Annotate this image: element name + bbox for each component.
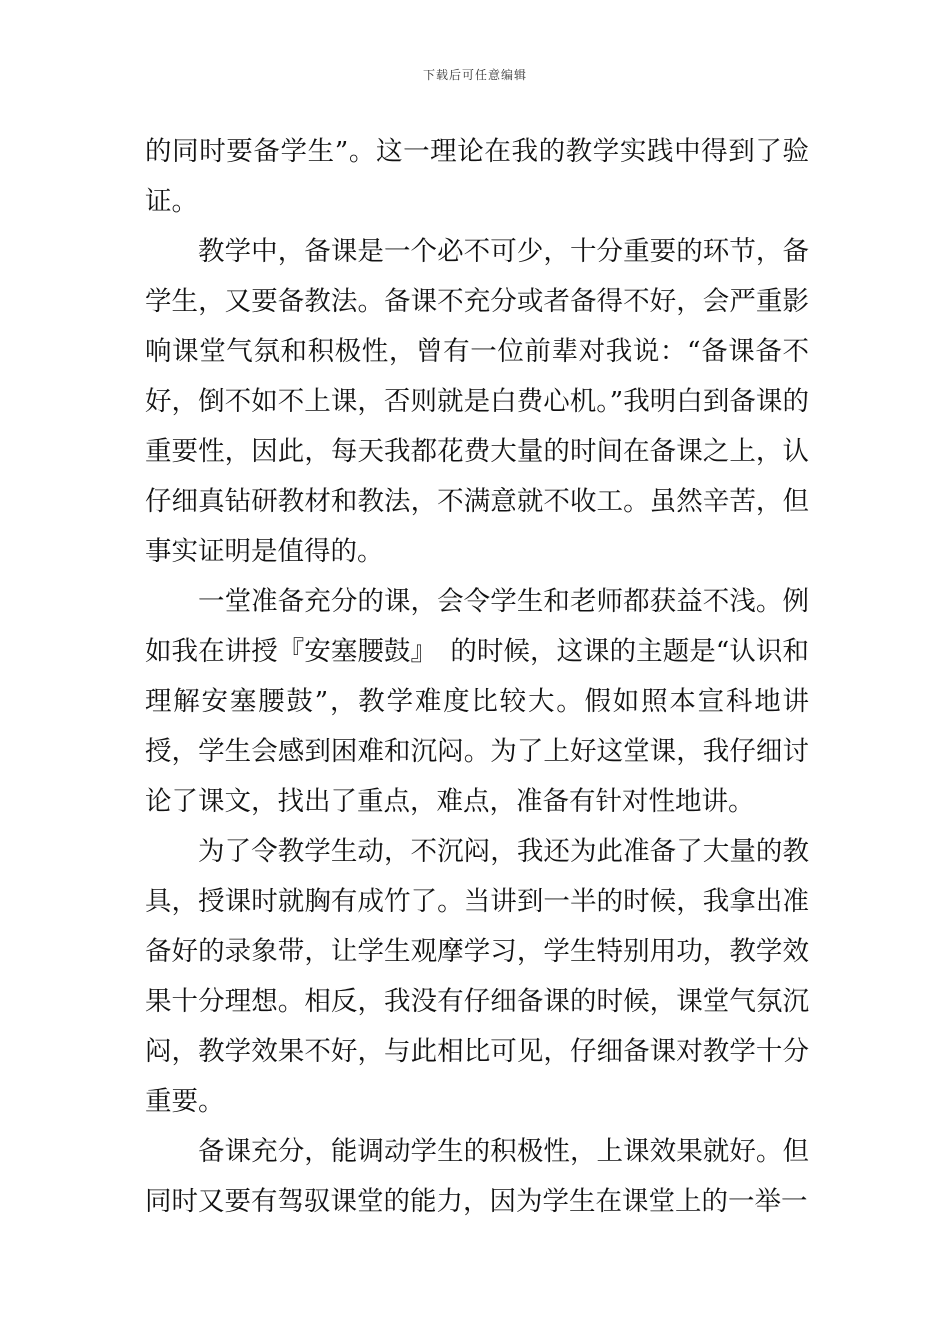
paragraph: 的同时要备学生”。这一理论在我的教学实践中得到了验证。 xyxy=(145,136,809,217)
paragraph: 教学中，备课是一个必不可少，十分重要的环节，备学生，又要备教法。备课不充分或者备得不好，会严重影响课堂气氛和积极性，曾有一位前辈对我说：“备课备不好，倒不如不上课，否则就是白费心机。”我明白到备课的重要性，因此，每天我都花费大量的时间在备课之上，认仔细真钻研教材和教法，不满意就不收工。虽然辛苦，但事实证明是值得的。 xyxy=(145,236,809,567)
paragraph: 备课充分，能调动学生的积极性，上课效果就好。但同时又要有驾驭课堂的能力，因为学生在课堂上的一举一 xyxy=(145,1136,809,1217)
page-header: 下载后可任意编辑 xyxy=(422,68,527,82)
paragraph: 一堂准备充分的课，会令学生和老师都获益不浅。例如我在讲授『安塞腰鼓』 的时候，这课的主题是“认识和理解安塞腰鼓”，教学难度比较大。假如照本宣科地讲授，学生会感到困难和沉闷。为了上好这堂课，我仔细讨论了课文，找出了重点，难点，准备有针对性地讲。 xyxy=(145,586,809,817)
paragraph: 为了令教学生动，不沉闷，我还为此准备了大量的教具，授课时就胸有成竹了。当讲到一半的时候，我拿出准备好的录象带，让学生观摩学习，学生特别用功，教学效果十分理想。相反，我没有仔细备课的时候，课堂气氛沉闷，教学效果不好，与此相比可见，仔细备课对教学十分重要。 xyxy=(145,836,809,1117)
document-body xyxy=(145,127,809,1227)
